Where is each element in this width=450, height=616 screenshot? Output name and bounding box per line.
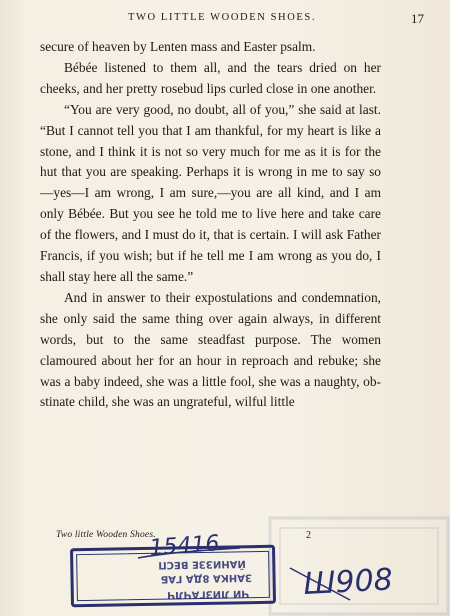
page-number: 17 bbox=[411, 11, 424, 26]
handwritten-catalog-number: Ш908 bbox=[302, 562, 394, 602]
paragraph-1: secure of heaven by Lenten mass and Easter psalm. bbox=[40, 39, 316, 54]
handwritten-inventory-number: 15416 bbox=[148, 531, 221, 561]
paragraph-4: And in answer to their expostulations and condemnation, she only said the same thing over again always, in different words, but to the same steadfast purpose. The women clamoured about her for an hour in reproach and rebuke; she was a baby indeed, she was a little fool, she was a naughty, obstinate child, she was an ungrateful, wilful little bbox=[40, 289, 381, 410]
svg-text:ЧИ ЛИЗГАЧЛЧ: ЧИ ЛИЗГАЧЛЧ bbox=[166, 587, 250, 601]
svg-text:ЙАНИЗЗЕ ВЕСП: ЙАНИЗЗЕ ВЕСП bbox=[158, 557, 246, 571]
paragraph-3: “You are very good, no doubt, all of you,” she said at last. “But I cannot tell you that I am thankful, for my heart is like a stone, and I think it is not so very much for me as it is for the hut that you are speaking. Perhaps it is wrong in me to say so—yes—I am wrong, I am sure,—you are all kind, and I am only Bébée. But you see he told me to live here and take care of the flowers, and I must do it, that is certain. I will ask Father Francis, if you wish; but if he tell me I am wrong as you do, I shall stay here all the same.” bbox=[40, 101, 381, 284]
printer-signature: Two little Wooden Shoes. bbox=[56, 530, 156, 540]
svg-text:ЗАНКА 8ДА ГАБ: ЗАНКА 8ДА ГАБ bbox=[160, 571, 253, 585]
paragraph-2: Bébée listened to them all, and the tears dried on her cheeks, and her pretty rosebud lips curled close in one another. bbox=[40, 59, 381, 96]
signature-mark: 2 bbox=[306, 530, 311, 541]
running-title: TWO LITTLE WOODEN SHOES. bbox=[128, 12, 317, 23]
